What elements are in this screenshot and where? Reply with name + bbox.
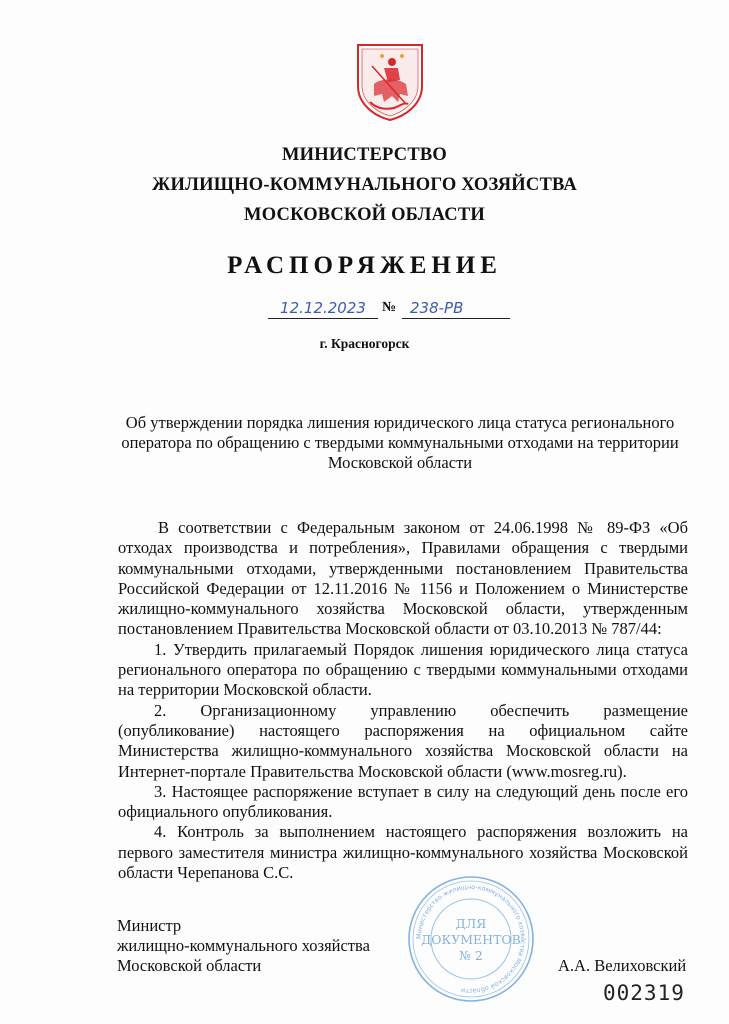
registration-line [268,298,508,324]
ministry-title-line-2: ЖИЛИЩНО-КОММУНАЛЬНОГО ХОЗЯЙСТВА [152,175,577,195]
item-2-paragraph: 2. Организационному управлению обеспечить размещение (опубликование) настоящего распоряжения на официальном сайте Министерства жилищно-коммунального хозяйства Московской области на Интернет-портале Правительства Московской области (www.mosreg.ru). [118,700,688,781]
signer-title-line-1: Министр [117,916,182,935]
stamp-center-text [406,916,536,964]
ministry-title-line-3: МОСКОВСКОЙ ОБЛАСТИ [244,205,485,225]
stamp-line-1: ДЛЯ [455,916,487,931]
preamble-paragraph: В соответствии с Федеральным законом от 24.06.1998 № 89-ФЗ «Об отходах производства и потребления», Правилами обращения с твердыми коммунальными отходами, утвержденными постановлением Правительства Российской Федерации от 12.11.2016 № 1156 и Положением о Министерстве жилищно-коммунального хозяйства Московской области, утвержденным постановлением Правительства Московской области от 03.10.2013 № 787/44: [118,518,688,639]
moscow-region-coat-of-arms-icon [354,42,426,122]
document-subject: Об утверждении порядка лишения юридического лица статуса регионального оператора по обращению с твердыми коммунальными отходами на территории Московской области [121,413,679,472]
document-body [118,518,688,883]
serial-number: 002319 [603,981,685,1005]
signer-title-line-2: жилищно-коммунального хозяйства [117,936,370,955]
signer-title-line-3: Московской области [117,956,262,975]
ministry-title-line-1: МИНИСТЕРСТВО [281,145,448,165]
item-3-paragraph: 3. Настоящее распоряжение вступает в силу на следующий день после его официального опубликования. [118,781,688,822]
registration-number: 238-РВ [402,298,510,319]
signer-name: А.А. Велиховский [558,956,687,975]
city-label: г. Красногорск [319,336,410,351]
number-sign: № [382,300,397,315]
document-type-heading: РАСПОРЯЖЕНИЕ [227,252,502,279]
registration-date: 12.12.2023 [268,298,378,319]
stamp-ring-text: Министерство жилищно-коммунального хозяйства Московской области [414,882,528,996]
signer-position [117,916,370,976]
stamp-line-2: ДОКУМЕНТОВ [421,932,521,947]
item-1-paragraph: 1. Утвердить прилагаемый Порядок лишения юридического лица статуса регионального оператора по обращению с твердыми коммунальными отходами на территории Московской области. [118,639,688,700]
stamp-line-3: № 2 [459,948,483,963]
item-4-paragraph: 4. Контроль за выполнением настоящего распоряжения возложить на первого заместителя министра жилищно-коммунального хозяйства Московской области Черепанова С.С. [118,822,688,883]
